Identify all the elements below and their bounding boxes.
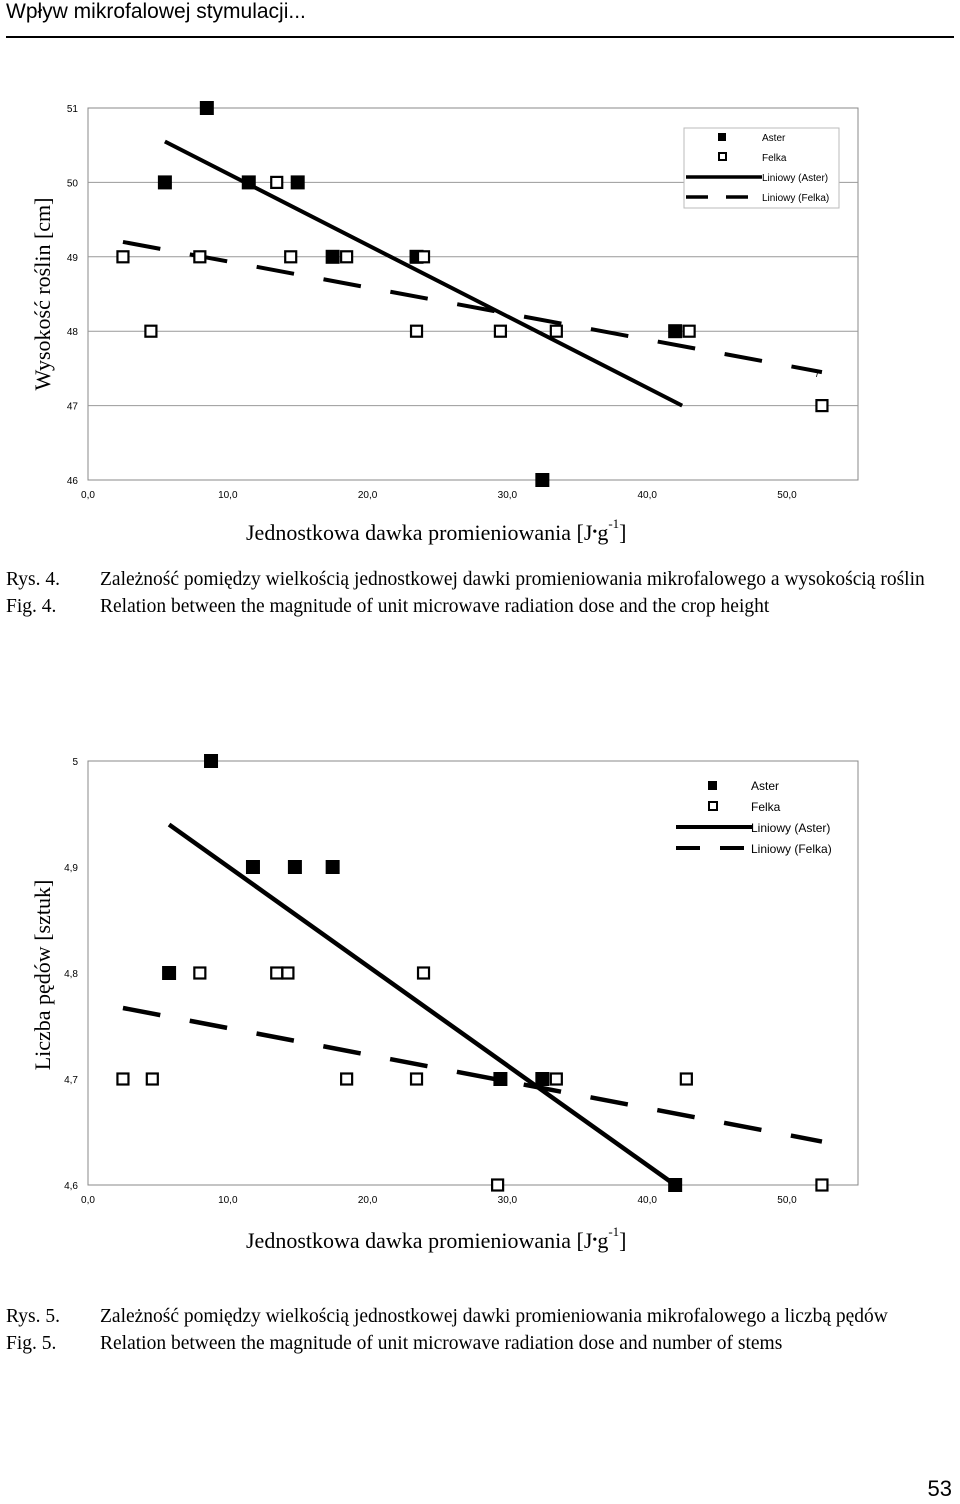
- legend-label-felka: Felka: [751, 800, 781, 814]
- legend-marker-felka: [719, 153, 726, 160]
- data-point-felka: [495, 326, 506, 337]
- caption-text-en: Relation between the magnitude of unit microwave radiation dose and number of stems: [100, 1333, 783, 1354]
- x-axis-label-unit: g: [597, 1228, 609, 1253]
- data-point-aster: [242, 175, 256, 189]
- data-point-felka: [681, 1074, 692, 1085]
- figure-caption-4: [6, 566, 956, 620]
- chart-stem-count: [0, 740, 960, 1300]
- data-point-felka: [194, 251, 205, 262]
- data-point-felka: [117, 1074, 128, 1085]
- x-tick-label: 30,0: [497, 1195, 518, 1206]
- data-point-felka: [411, 1074, 422, 1085]
- data-point-aster: [246, 860, 260, 874]
- data-point-aster: [158, 175, 172, 189]
- data-point-felka: [816, 1180, 827, 1191]
- x-tick-label: 20,0: [357, 1195, 378, 1206]
- x-tick-label: 0,0: [81, 1195, 95, 1206]
- x-axis-label-end: ]: [619, 1228, 627, 1253]
- caption-tag: Rys. 5.: [6, 1306, 60, 1327]
- y-tick-label: 5: [72, 757, 78, 768]
- data-point-aster: [493, 1072, 507, 1086]
- caption-row-pl: [6, 566, 956, 593]
- y-tick-label: 4,8: [64, 969, 78, 980]
- legend-label-linear-felka: Liniowy (Felka): [762, 193, 830, 204]
- y-tick-label: 50: [66, 178, 78, 190]
- x-axis-label: [246, 1224, 627, 1253]
- x-tick-label: 30,0: [497, 490, 518, 501]
- caption-row-en: [6, 1330, 956, 1357]
- data-point-aster: [326, 250, 340, 264]
- running-header: Wpływ mikrofalowej stymulacji...: [6, 0, 306, 23]
- x-tick-label: 40,0: [637, 490, 657, 501]
- data-point-aster: [535, 1072, 549, 1086]
- data-point-felka: [341, 251, 352, 262]
- data-point-aster: [288, 860, 302, 874]
- x-axis-label-bullet: •: [592, 525, 598, 540]
- data-point-felka: [411, 326, 422, 337]
- x-axis-label-end: ]: [619, 520, 627, 545]
- y-tick-label: 4,6: [64, 1181, 78, 1192]
- y-axis-label: Wysokość roślin [cm]: [30, 197, 55, 391]
- data-point-felka: [194, 968, 205, 979]
- legend-marker-aster: [718, 133, 726, 141]
- caption-tag: Fig. 5.: [6, 1333, 57, 1354]
- data-point-felka: [271, 968, 282, 979]
- x-tick-label: 50,0: [777, 490, 797, 501]
- data-point-felka: [145, 326, 156, 337]
- page-number: 53: [927, 1476, 952, 1501]
- data-point-felka: [147, 1074, 158, 1085]
- x-tick-label: 10,0: [218, 490, 238, 501]
- data-point-felka: [341, 1074, 352, 1085]
- y-axis-label: Liczba pędów [sztuk]: [30, 879, 55, 1071]
- x-tick-label: 0,0: [81, 490, 95, 501]
- data-point-felka: [418, 251, 429, 262]
- data-point-felka: [117, 251, 128, 262]
- y-tick-label: 4,7: [64, 1075, 78, 1086]
- data-point-felka: [418, 968, 429, 979]
- x-axis-label-exponent: -1: [608, 516, 620, 531]
- legend-label-felka: Felka: [762, 153, 787, 164]
- y-tick-label: 46: [66, 476, 78, 487]
- data-point-aster: [291, 175, 305, 189]
- x-axis-label-main: Jednostkowa dawka promieniowania [J: [246, 1228, 593, 1253]
- caption-text-pl: Zależność pomiędzy wielkością jednostkowej dawki promieniowania mikrofalowego a liczbą pędów: [100, 1306, 888, 1327]
- legend-label-linear-aster: Liniowy (Aster): [751, 821, 831, 835]
- x-tick-label: 10,0: [218, 1195, 238, 1206]
- legend-label-linear-felka: Liniowy (Felka): [751, 842, 832, 856]
- y-tick-labels: [64, 757, 78, 1192]
- data-point-aster: [535, 473, 549, 487]
- y-tick-label: 51: [66, 104, 78, 115]
- caption-text-en: Relation between the magnitude of unit microwave radiation dose and the crop height: [100, 596, 770, 617]
- y-tick-label: 4,9: [64, 863, 78, 874]
- data-point-aster: [204, 754, 218, 768]
- data-point-aster: [668, 1178, 682, 1192]
- caption-row-pl: [6, 1303, 956, 1330]
- data-point-felka: [551, 326, 562, 337]
- x-axis-label-unit: g: [597, 520, 609, 545]
- chart-legend: [684, 128, 839, 208]
- x-axis-label: [246, 516, 627, 545]
- x-tick-label: 20,0: [357, 490, 378, 501]
- chart-crop-height: [0, 0, 960, 560]
- x-tick-label: 50,0: [777, 1195, 797, 1206]
- data-point-felka: [285, 251, 296, 262]
- legend-label-aster: Aster: [751, 779, 780, 793]
- caption-text-pl: Zależność pomiędzy wielkością jednostkowej dawki promieniowania mikrofalowego a wysokością roślin: [100, 569, 925, 590]
- caption-row-en: [6, 593, 956, 620]
- y-tick-label: 47: [66, 401, 78, 413]
- y-tick-label: 48: [66, 327, 78, 339]
- stray-mark: /: [816, 369, 819, 380]
- data-point-felka: [492, 1180, 503, 1191]
- data-point-felka: [684, 326, 695, 337]
- y-tick-label: 49: [66, 252, 78, 264]
- x-tick-label: 40,0: [637, 1195, 657, 1206]
- legend-marker-aster: [708, 781, 717, 790]
- figure-caption-5: [6, 1303, 956, 1357]
- data-point-felka: [816, 400, 827, 411]
- caption-tag: Rys. 4.: [6, 569, 60, 590]
- x-axis-label-main: Jednostkowa dawka promieniowania [J: [246, 520, 593, 545]
- legend-marker-felka: [709, 802, 717, 810]
- x-tick-labels: [81, 1195, 797, 1206]
- x-axis-label-bullet: •: [592, 1233, 598, 1248]
- data-point-felka: [551, 1074, 562, 1085]
- data-point-aster: [326, 860, 340, 874]
- data-point-aster: [200, 101, 214, 115]
- x-axis-label-exponent: -1: [608, 1224, 620, 1239]
- y-tick-labels: [67, 104, 79, 487]
- data-point-aster: [668, 324, 682, 338]
- data-point-felka: [282, 968, 293, 979]
- caption-tag: Fig. 4.: [6, 596, 57, 617]
- legend-label-aster: Aster: [762, 133, 786, 144]
- x-tick-labels: [81, 490, 797, 501]
- legend-label-linear-aster: Liniowy (Aster): [762, 173, 829, 184]
- data-point-felka: [271, 177, 282, 188]
- data-point-aster: [162, 966, 176, 980]
